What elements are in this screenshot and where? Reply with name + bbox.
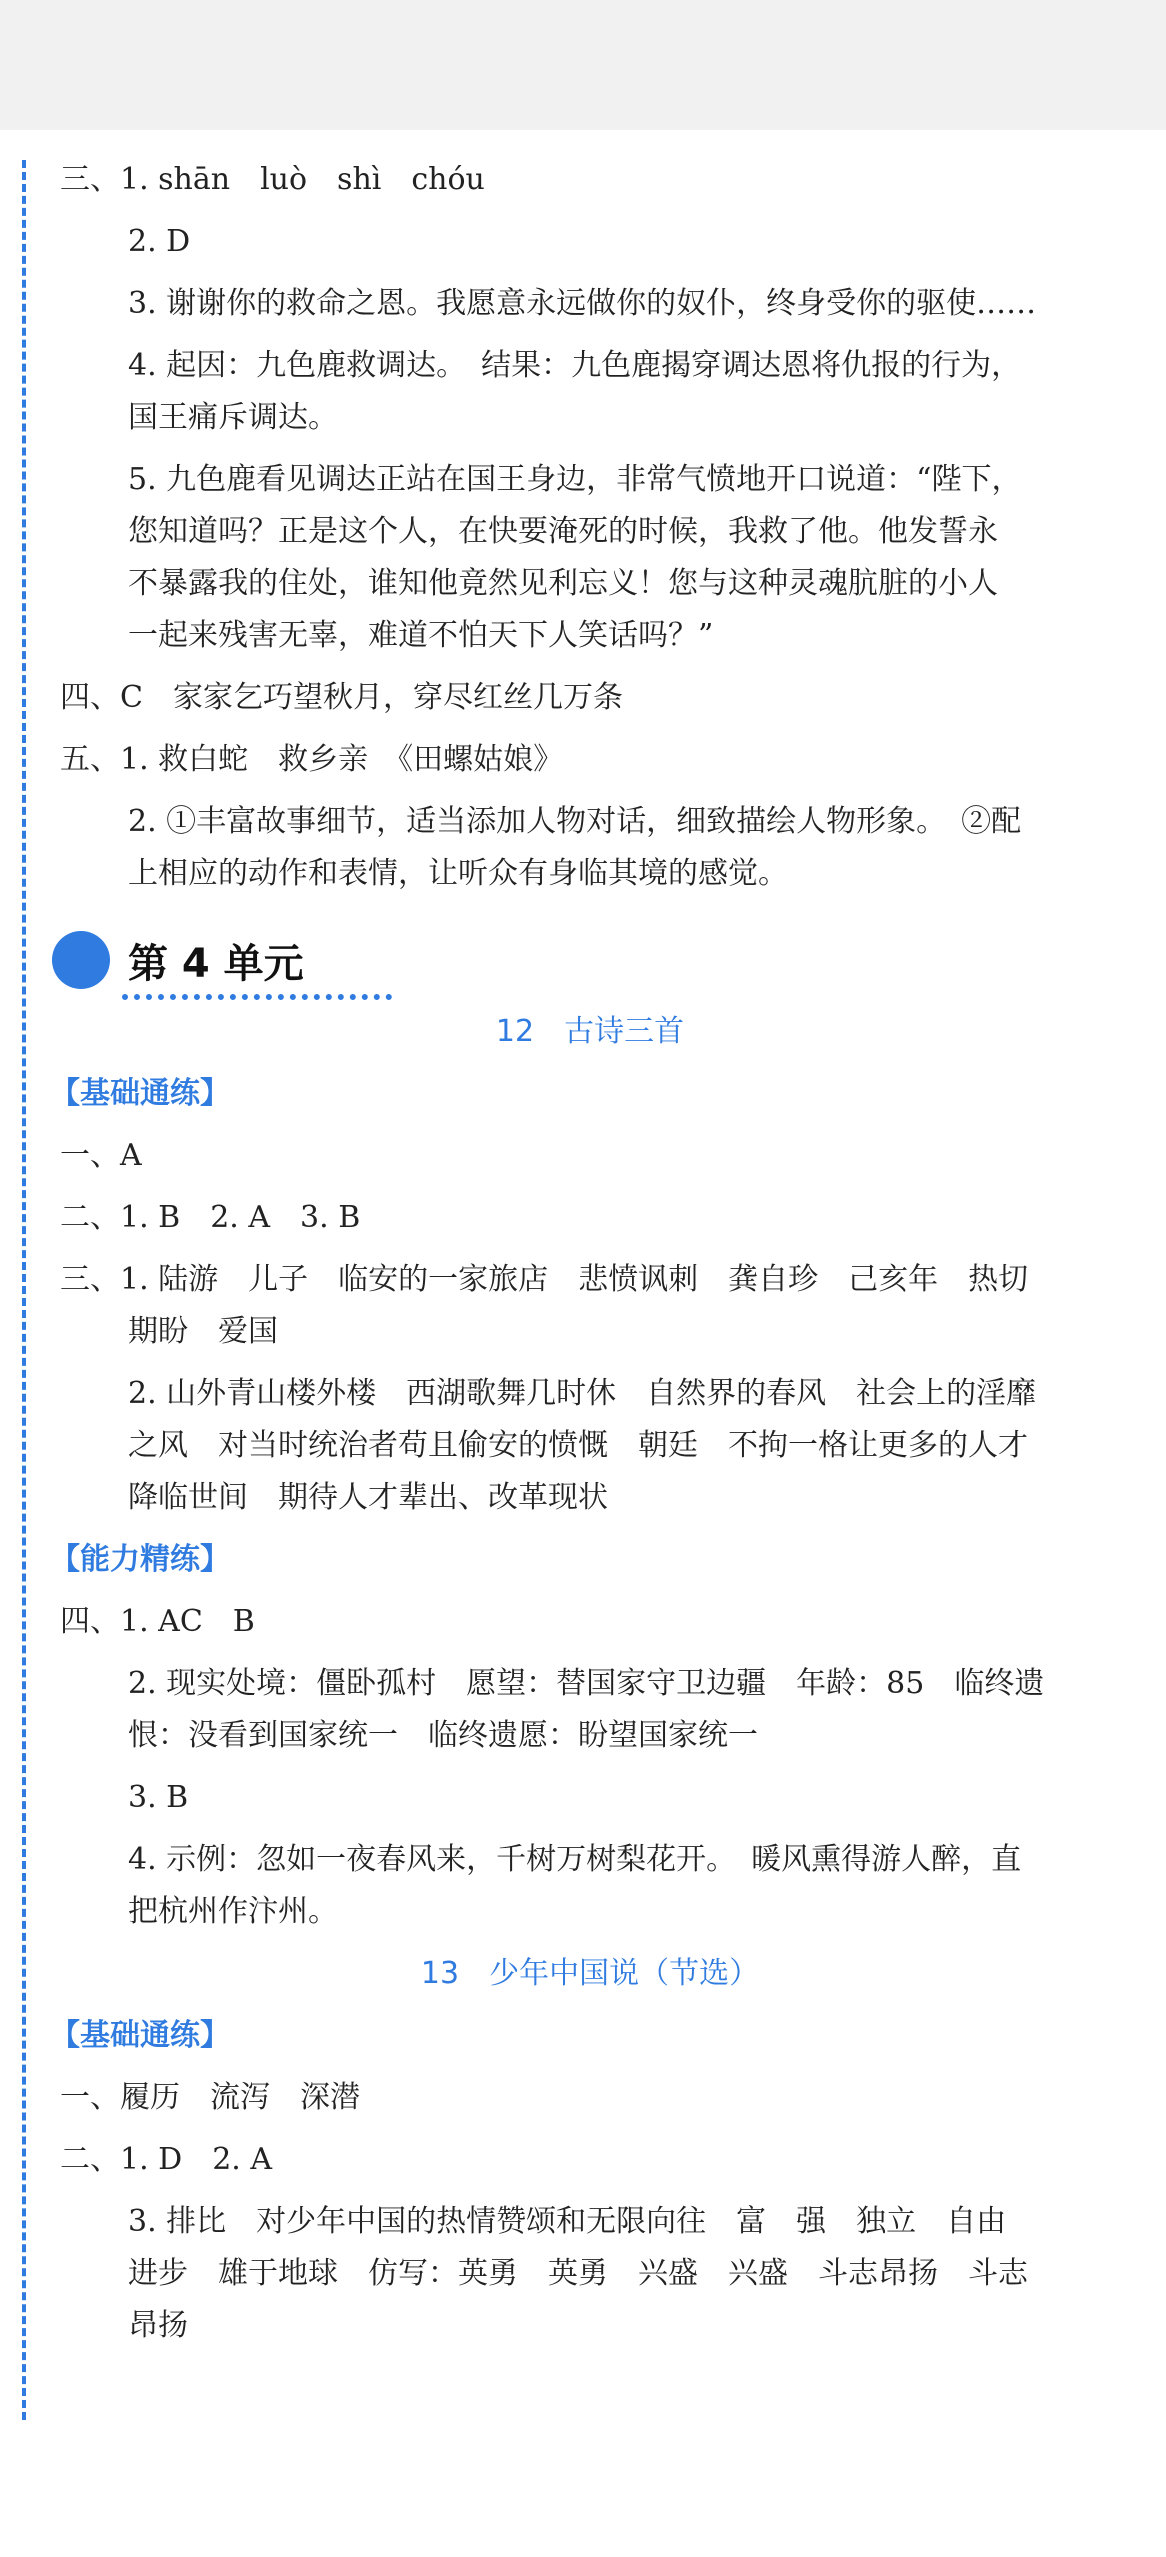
answer-content (50, 160, 1120, 2368)
answer-line: 恨：没看到国家统一 临终遗愿：盼望国家统一 (128, 1718, 758, 1753)
unit-header (52, 928, 1120, 992)
page-top-band (0, 0, 1166, 130)
answer-line: 把杭州作汴州。 (128, 1894, 338, 1929)
answer-line: 一、A (60, 1138, 142, 1173)
answer-line: 4. 起因：九色鹿救调达。 结果：九色鹿揭穿调达恩将仇报的行为， (128, 348, 1022, 383)
answer-line: 四、C 家家乞巧望秋月，穿尽红丝几万条 (60, 680, 623, 715)
margin-dashed-line (22, 160, 26, 2420)
unit-circle-icon (52, 931, 110, 989)
answer-line: 五、1. 救白蛇 救乡亲 《田螺姑娘》 (60, 742, 564, 777)
answer-line: 四、1. AC B (60, 1604, 255, 1639)
answer-line: 不暴露我的住处，谁知他竟然见利忘义！您与这种灵魂肮脏的小人 (128, 566, 998, 601)
section-label-ability: 【能力精练】 (50, 1542, 230, 1577)
unit-dotted-underline (122, 994, 392, 1000)
answer-line: 之风 对当时统治者苟且偷安的愤慨 朝廷 不拘一格让更多的人才 (128, 1428, 1028, 1463)
answer-line: 三、1. shān luò shì chóu (60, 162, 485, 197)
section-label-basic: 【基础通练】 (50, 1076, 230, 1111)
answer-line: 一、履历 流泻 深潜 (60, 2080, 360, 2115)
answer-line: 进步 雄于地球 仿写：英勇 英勇 兴盛 兴盛 斗志昂扬 斗志 (128, 2256, 1028, 2291)
answer-line: 3. 谢谢你的救命之恩。我愿意永远做你的奴仆，终身受你的驱使…… (128, 286, 1037, 321)
answer-line: 三、1. 陆游 儿子 临安的一家旅店 悲愤讽刺 龚自珍 己亥年 热切 (60, 1262, 1029, 1297)
lesson-title: 12 古诗三首 (495, 1014, 685, 1049)
answer-line: 一起来残害无辜，难道不怕天下人笑话吗？” (128, 618, 714, 653)
answer-line: 5. 九色鹿看见调达正站在国王身边，非常气愤地开口说道：“陛下， (128, 462, 1022, 497)
answer-line: 2. ①丰富故事细节，适当添加人物对话，细致描绘人物形象。 ②配 (128, 804, 1022, 839)
answer-line: 昂扬 (128, 2308, 188, 2343)
section-label-basic: 【基础通练】 (50, 2018, 230, 2053)
answer-line: 2. 山外青山楼外楼 西湖歌舞几时休 自然界的春风 社会上的淫靡 (128, 1376, 1037, 1411)
answer-line: 4. 示例：忽如一夜春风来，千树万树梨花开。 暖风熏得游人醉，直 (128, 1842, 1022, 1877)
answer-line: 2. 现实处境：僵卧孤村 愿望：替国家守卫边疆 年龄：85 临终遗 (128, 1666, 1045, 1701)
answer-line: 降临世间 期待人才辈出、改革现状 (128, 1480, 608, 1515)
unit-title: 第 4 单元 (128, 940, 304, 987)
answer-line: 上相应的动作和表情，让听众有身临其境的感觉。 (128, 856, 788, 891)
answer-line: 二、1. B 2. A 3. B (60, 1200, 361, 1235)
answer-line: 3. B (128, 1780, 189, 1815)
answer-line: 国王痛斥调达。 (128, 400, 338, 435)
answer-line: 2. D (128, 224, 191, 259)
answer-line: 二、1. D 2. A (60, 2142, 273, 2177)
answer-line: 期盼 爱国 (128, 1314, 278, 1349)
answer-line: 3. 排比 对少年中国的热情赞颂和无限向往 富 强 独立 自由 (128, 2204, 1007, 2239)
lesson-title: 13 少年中国说（节选） (420, 1956, 760, 1991)
answer-line: 您知道吗？正是这个人，在快要淹死的时候，我救了他。他发誓永 (128, 514, 998, 549)
